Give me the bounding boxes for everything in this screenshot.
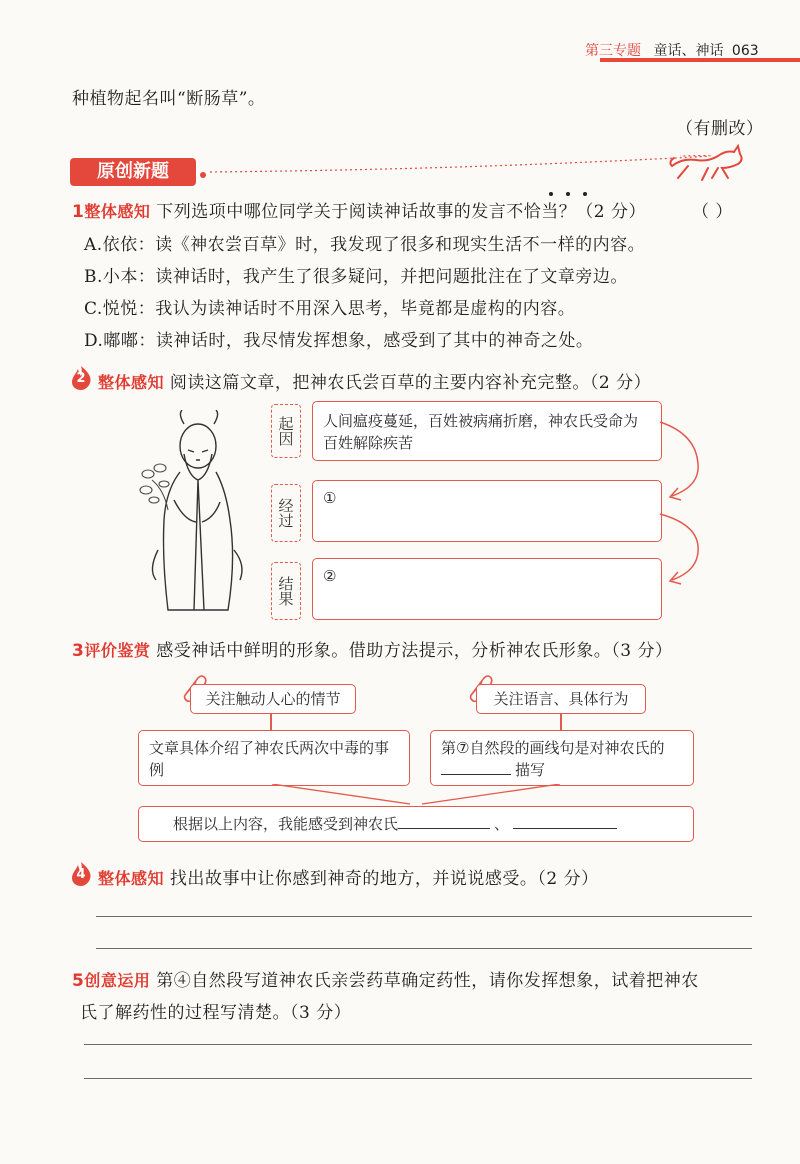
analysis-text-right [431,731,693,787]
q1-tag: 整体感知 [84,202,151,221]
q1-prompt-line [72,197,772,222]
connector-line [270,713,272,731]
q5-prompt-2: 氏了解药性的过程写清楚。（3 分） [80,1003,352,1023]
page-header [585,40,759,60]
flow-label-process: 经过 [271,484,301,542]
answer-line[interactable] [84,1044,752,1045]
hint-right: 关注语言、具体行为 [476,684,646,714]
q5-prompt-1: 第④自然段写道神农氏亲尝药草确定药性，请你发挥想象，试着把神农 [156,971,699,991]
analysis-box-left [138,730,410,786]
q1-option-c[interactable]: C.悦悦：我认为读神话时不用深入思考，毕竟都是虚构的内容。 [84,299,576,319]
q4-tag: 整体感知 [98,869,165,888]
q3-prompt-line [72,636,672,661]
flow-text-process: ① [323,489,337,507]
blank-description-type[interactable] [441,774,511,775]
connector-line [560,713,562,731]
flow-box-process[interactable] [312,480,662,542]
q5-number: 5 [72,971,85,991]
hint-left: 关注触动人心的情节 [190,684,356,714]
blank-trait-1[interactable] [398,828,490,829]
shennong-illustration [138,410,258,630]
banner-dot [200,172,206,178]
q4-prompt: 找出故事中让你感到神奇的地方，并说说感受。（2 分） [169,869,599,889]
q1-option-a[interactable]: A.依依：读《神农尝百草》时，我发现了很多和现实生活不一样的内容。 [84,235,646,255]
header-subject: 童话、神话 [653,43,724,59]
emphasis-dot [549,192,553,196]
flow-box-cause [312,401,662,461]
conclusion-prefix: 根据以上内容，我能感受到神农氏 [173,815,399,833]
page-number: 063 [731,43,759,59]
q1-prompt: 下列选项中哪位同学关于阅读神话故事的发言不恰当？（2 分） [156,202,646,222]
analysis-right-suffix: 描写 [515,761,546,779]
section-banner: 原创新题 [70,158,196,186]
answer-line[interactable] [96,916,752,917]
q3-tag: 评价鉴赏 [84,641,151,660]
analysis-text-left: 文章具体介绍了神农氏两次中毒的事例 [149,739,390,779]
conclusion-sep: 、 [494,815,510,833]
answer-line[interactable] [84,1078,752,1079]
blank-trait-2[interactable] [513,828,617,829]
flow-text-cause: 人间瘟疫蔓延，百姓被病痛折磨，神农氏受命为百姓解除疾苦 [323,412,639,452]
header-topic: 第三专题 [585,43,641,59]
analysis-right-prefix: 第⑦自然段的画线句是对神农氏的 [441,739,665,757]
q3-prompt: 感受神话中鲜明的形象。借助方法提示，分析神农氏形象。（3 分） [156,641,673,661]
running-cat-icon [668,138,748,186]
merge-arrows [260,784,580,806]
emphasis-dot [583,192,587,196]
flow-box-result[interactable] [312,558,662,620]
source-note: （有删改） [676,119,764,139]
q1-answer-bracket[interactable]: （ ） [692,202,733,222]
intro-line: 种植物起名叫“断肠草”。 [72,89,266,109]
flow-text-result: ② [323,567,337,585]
q3-number: 3 [72,641,85,661]
q2-prompt: 阅读这篇文章，把神农氏尝百草的主要内容补充完整。（2 分） [169,373,652,393]
q1-number: 1 [72,202,85,222]
q4-prompt-line [98,864,599,889]
q5-prompt-line [72,966,699,991]
conclusion-box[interactable] [138,806,694,842]
conclusion-text [139,807,693,841]
flame-number-badge: 4 [70,862,92,886]
flow-label-cause: 起因 [271,404,301,458]
q1-option-d[interactable]: D.嘟嘟：读神话时，我尽情发挥想象，感受到了其中的神奇之处。 [84,331,594,351]
flame-number-badge: 2 [70,366,92,390]
answer-line[interactable] [96,948,752,949]
q1-option-b[interactable]: B.小本：读神话时，我产生了很多疑问，并把问题批注在了文章旁边。 [84,267,628,287]
q2-tag: 整体感知 [98,373,165,392]
analysis-box-right[interactable] [430,730,694,786]
emphasis-dot [566,192,570,196]
flow-label-result: 结果 [271,562,301,620]
flow-arrows [652,414,712,604]
q2-prompt-line [98,368,651,393]
q5-tag: 创意运用 [84,971,151,990]
